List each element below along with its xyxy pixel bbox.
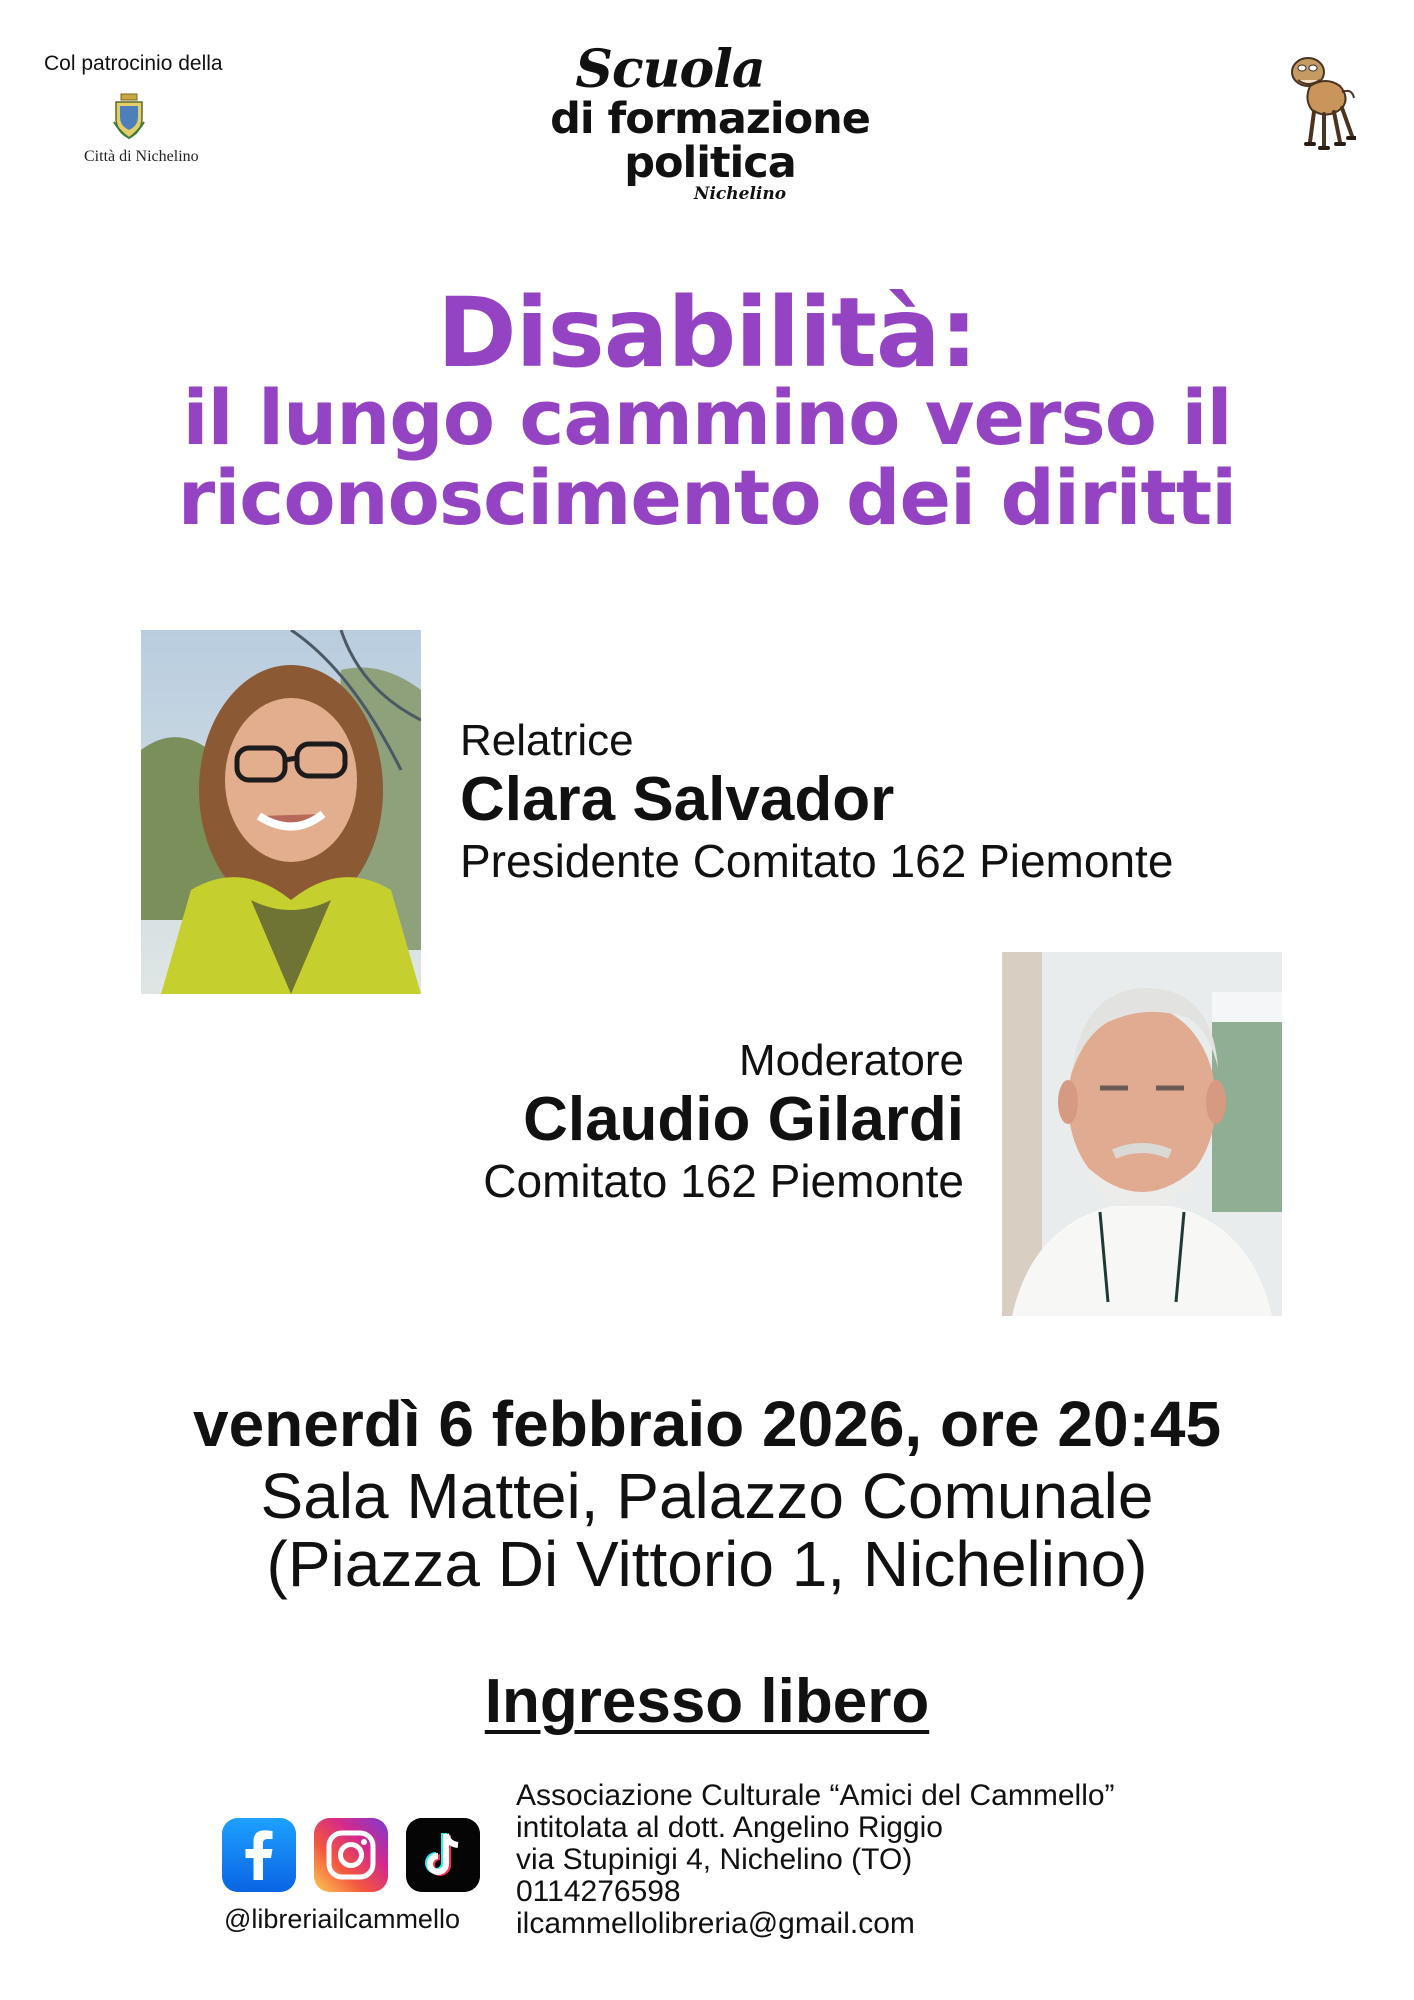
event-title: Disabilità: <box>436 277 977 389</box>
speaker-moderatore <box>483 1036 964 1208</box>
event-subtitle-line-2: riconoscimento dei diritti <box>177 453 1237 542</box>
school-logo <box>540 39 880 204</box>
entry-notice: Ingresso libero <box>484 1667 930 1736</box>
city-crest-icon <box>112 92 146 140</box>
speaker-affiliation: Comitato 162 Piemonte <box>483 1155 964 1207</box>
association-info <box>516 1780 1115 1940</box>
speaker-affiliation: Presidente Comitato 162 Piemonte <box>460 835 1174 887</box>
association-name: Associazione Culturale “Amici del Cammello” <box>516 1779 1115 1812</box>
logo-line-2: di formazione <box>550 94 870 144</box>
tiktok-icon[interactable] <box>406 1818 480 1892</box>
city-name: Città di Nichelino <box>84 148 199 165</box>
event-address: (Piazza Di Vittorio 1, Nichelino) <box>266 1528 1148 1600</box>
social-handle[interactable]: @libreriailcammello <box>224 1904 460 1934</box>
speaker-role: Moderatore <box>738 1036 964 1085</box>
logo-line-4: Nichelino <box>693 184 787 204</box>
association-dedication: intitolata al dott. Angelino Riggio <box>516 1811 943 1844</box>
speaker-photo-clara-salvador <box>141 630 421 994</box>
speaker-name: Claudio Gilardi <box>523 1085 964 1154</box>
patronage-label: Col patrocinio della <box>44 52 223 75</box>
speaker-photo-claudio-gilardi <box>1002 952 1282 1316</box>
logo-line-1: Scuola <box>575 39 765 100</box>
event-subtitle-line-1: il lungo cammino verso il <box>182 373 1232 462</box>
camel-logo-icon <box>1280 52 1356 156</box>
association-email[interactable]: ilcammellolibreria@gmail.com <box>516 1907 915 1940</box>
facebook-icon[interactable] <box>222 1818 296 1892</box>
logo-line-3: politica <box>624 138 796 188</box>
instagram-icon[interactable] <box>314 1818 388 1892</box>
event-venue: Sala Mattei, Palazzo Comunale <box>260 1460 1154 1532</box>
speaker-name: Clara Salvador <box>460 765 895 834</box>
association-phone[interactable]: 0114276598 <box>516 1875 681 1908</box>
speaker-relatrice <box>460 716 1173 888</box>
association-address: via Stupinigi 4, Nichelino (TO) <box>516 1843 913 1876</box>
speaker-role: Relatrice <box>460 716 634 765</box>
event-date-time: venerdì 6 febbraio 2026, ore 20:45 <box>192 1388 1222 1460</box>
